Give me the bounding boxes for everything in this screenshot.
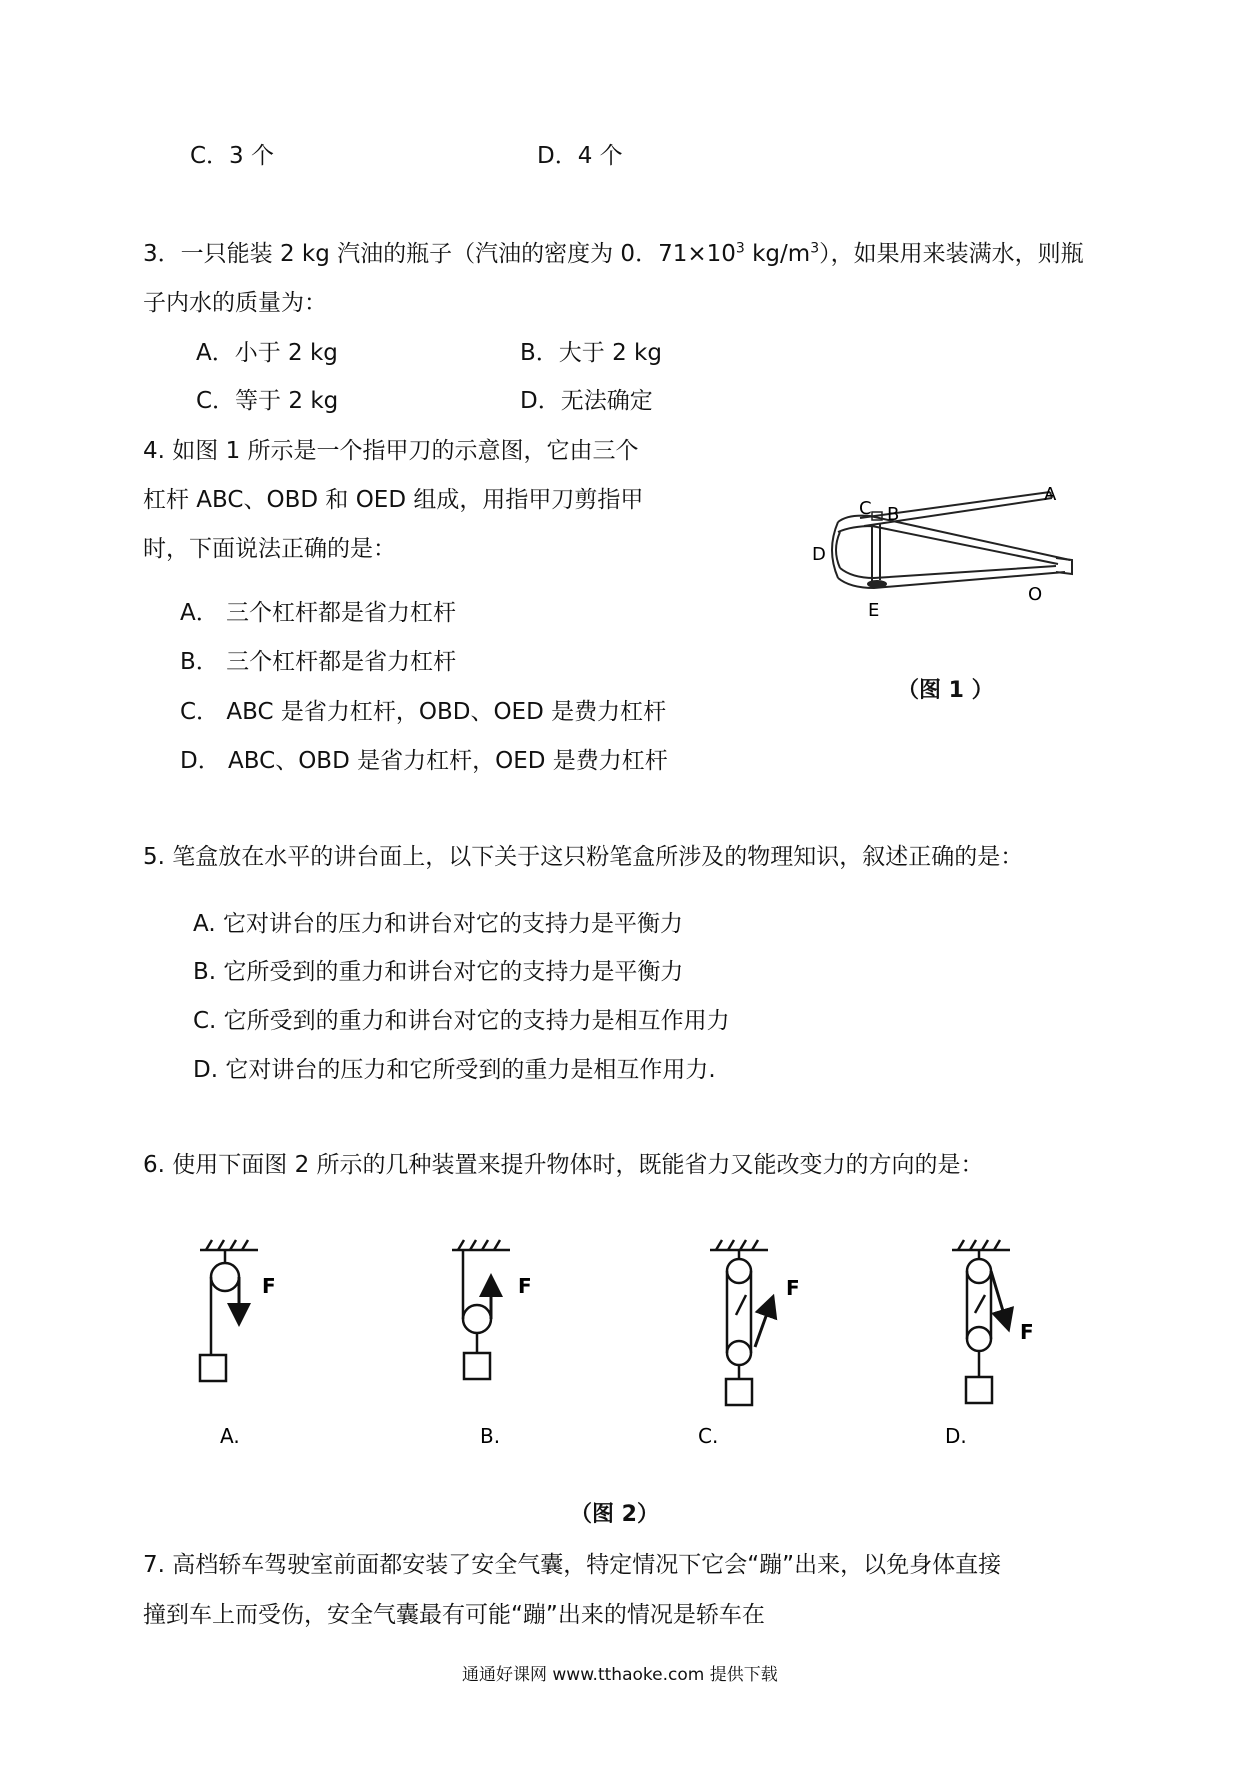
force-label-c: F bbox=[786, 1276, 800, 1300]
q5-stem: 5. 笔盒放在水平的讲台面上，以下关于这只粉笔盒所涉及的物理知识，叙述正确的是： bbox=[143, 844, 1024, 870]
q2-option-d: D．4 个 bbox=[537, 143, 623, 169]
q3-stem-line1 bbox=[143, 239, 1084, 269]
q4-stem-line1: 4. 如图 1 所示是一个指甲刀的示意图，它由三个 bbox=[143, 438, 639, 464]
pulley-a bbox=[200, 1240, 258, 1381]
label-e: E bbox=[868, 600, 880, 621]
q6-stem: 6. 使用下面图 2 所示的几种装置来提升物体时，既能省力又能改变力的方向的是： bbox=[143, 1152, 984, 1178]
q3-option-b: B．大于 2 kg bbox=[520, 340, 662, 366]
pulley-c bbox=[710, 1240, 770, 1405]
pulley-label-c: C. bbox=[698, 1424, 719, 1448]
label-b: B bbox=[887, 504, 900, 525]
q4-stem-line3: 时，下面说法正确的是： bbox=[143, 536, 396, 562]
force-label-d: F bbox=[1020, 1320, 1034, 1344]
pulley-label-a: A. bbox=[220, 1424, 240, 1448]
label-o: O bbox=[1028, 584, 1043, 605]
pulley-d bbox=[952, 1240, 1010, 1403]
q7-stem-line1: 7. 高档轿车驾驶室前面都安装了安全气囊，特定情况下它会“蹦”出来，以免身体直接 bbox=[143, 1552, 1002, 1578]
q3-superscript-1: 3 bbox=[735, 240, 745, 257]
figure-1-caption: （图 1 ） bbox=[897, 678, 994, 703]
pulley-b bbox=[452, 1240, 510, 1379]
pulley-label-d: D. bbox=[945, 1424, 967, 1448]
pulley-figure bbox=[180, 1235, 1060, 1455]
q4-option-a: A． 三个杠杆都是省力杠杆 bbox=[180, 600, 457, 626]
q5-option-b: B. 它所受到的重力和讲台对它的支持力是平衡力 bbox=[193, 959, 684, 985]
q3-stem-line2: 子内水的质量为： bbox=[143, 290, 327, 316]
q3-stem-part-a: 3．一只能装 2 kg 汽油的瓶子（汽油的密度为 0．71×10 bbox=[143, 241, 736, 267]
q2-option-c: C．3 个 bbox=[190, 143, 275, 169]
q3-superscript-2: 3 bbox=[810, 240, 820, 257]
q4-option-b: B． 三个杠杆都是省力杠杆 bbox=[180, 649, 457, 675]
pulley-label-b: B. bbox=[480, 1424, 501, 1448]
force-label-a: F bbox=[262, 1274, 276, 1298]
q3-option-c: C．等于 2 kg bbox=[196, 388, 339, 414]
label-a: A bbox=[1044, 484, 1057, 505]
q3-stem-part-b: kg/m bbox=[744, 241, 811, 267]
q3-stem-part-c: ），如果用来装满水，则瓶 bbox=[819, 241, 1084, 267]
label-c: C bbox=[859, 498, 872, 519]
label-d: D bbox=[812, 544, 826, 565]
q3-option-d: D．无法确定 bbox=[520, 388, 653, 414]
force-label-b: F bbox=[518, 1274, 532, 1298]
nail-clipper-figure bbox=[790, 480, 1090, 630]
q7-stem-line2: 撞到车上而受伤，安全气囊最有可能“蹦”出来的情况是轿车在 bbox=[143, 1602, 765, 1628]
q5-option-a: A. 它对讲台的压力和讲台对它的支持力是平衡力 bbox=[193, 911, 683, 937]
q4-stem-line2: 杠杆 ABC、OBD 和 OED 组成，用指甲刀剪指甲 bbox=[143, 487, 644, 513]
q5-option-d: D. 它对讲台的压力和它所受到的重力是相互作用力. bbox=[193, 1057, 716, 1083]
q3-option-a: A．小于 2 kg bbox=[196, 340, 338, 366]
q4-option-c: C． ABC 是省力杠杆，OBD、OED 是费力杠杆 bbox=[180, 699, 667, 725]
q4-option-d: D． ABC、OBD 是省力杠杆，OED 是费力杠杆 bbox=[180, 748, 668, 774]
figure-2-caption: （图 2） bbox=[570, 1502, 659, 1527]
q5-option-c: C. 它所受到的重力和讲台对它的支持力是相互作用力 bbox=[193, 1008, 730, 1034]
page-footer: 通通好课网 www.tthaoke.com 提供下载 bbox=[462, 1665, 778, 1685]
